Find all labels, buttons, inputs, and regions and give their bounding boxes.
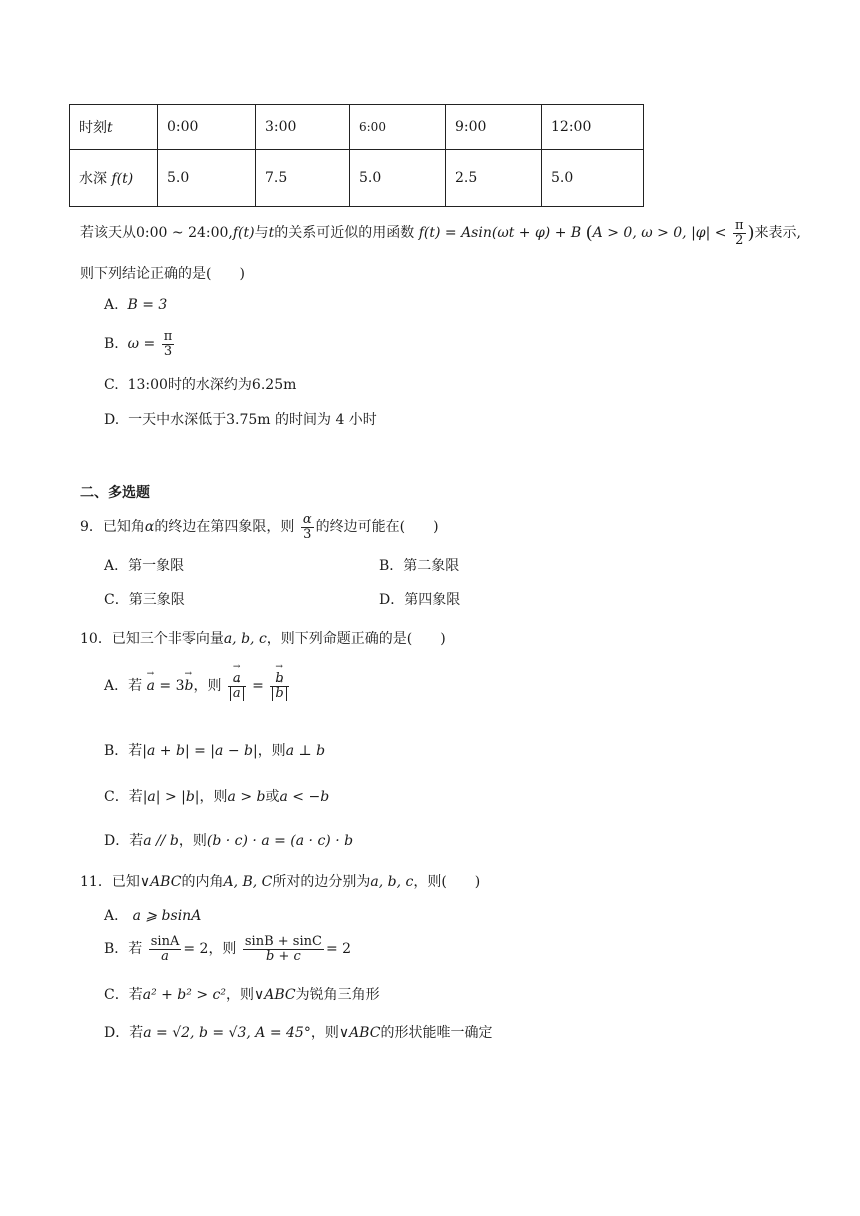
q9-stem: 9．已知角α的终边在第四象限，则 $\frac{\alpha}{3}$ 的终边可能在( ) xyxy=(80,512,439,542)
q11-stem: 11．已知∨ABC的内角A, B, C所对的边分别为a, b, c，则( ) xyxy=(80,874,481,890)
tide-table xyxy=(69,104,644,207)
table-cell: 5.0 xyxy=(158,150,256,207)
table-row xyxy=(70,150,644,207)
table-cell: 0:00 xyxy=(158,105,256,150)
q8-option-d: D. 一天中水深低于3.75m 的时间为 4 小时 xyxy=(104,412,377,428)
q10-stem: 10．已知三个非零向量a, b, c，则下列命题正确的是( ) xyxy=(80,631,446,647)
q9-option-b: B．第二象限 xyxy=(379,558,460,574)
q10-option-c: C．若|a| > |b|，则a > b或a < −b xyxy=(104,789,330,805)
table-cell: 5.0 xyxy=(542,150,644,207)
q10-option-d: D．若a // b，则(b · c) · a = (a · c) · b xyxy=(104,833,354,849)
q9-option-a: A．第一象限 xyxy=(104,558,185,574)
q11-option-c: C．若a² + b² > c²，则∨ABC为锐角三角形 xyxy=(104,987,380,1003)
q9-option-d: D．第四象限 xyxy=(379,592,461,608)
q8-stem-line2: 则下列结论正确的是( ) xyxy=(80,266,245,282)
table-row xyxy=(70,105,644,150)
table-cell: 12:00 xyxy=(542,105,644,150)
table-cell: 2.5 xyxy=(446,150,542,207)
table-cell: 时刻t xyxy=(70,105,158,150)
q11-option-a: A． a ⩾ bsinA xyxy=(104,908,202,924)
table-cell: 水深 f(t) xyxy=(70,150,158,207)
table-cell: 9:00 xyxy=(446,105,542,150)
section-title: 二、多选题 xyxy=(80,485,150,501)
q8-option-b: B. ω = $\frac{\pi}{3}$ xyxy=(104,329,173,359)
table-cell: 3:00 xyxy=(256,105,350,150)
table-cell: 5.0 xyxy=(350,150,446,207)
q11-option-b: B．若 $\frac{\sin A}{a}$ = 2，则 $\frac{\sin B + \sin C}{b + c}$ = 2 xyxy=(104,934,352,964)
q11-option-d: D．若a = √2, b = √3, A = 45°，则∨ABC的形状能唯一确定 xyxy=(104,1025,493,1041)
q8-option-c: C. 13:00时的水深约为6.25m xyxy=(104,377,297,393)
q8-stem-line1: 若该天从0:00 ~ 24:00,f(t)与t的关系可近似的用函数 f(t) = Asin(ωt + φ) + B (A > 0, ω > 0, |φ| < $\frac{\pi}{2}$ )来表示, xyxy=(80,218,801,248)
q10-option-a: A．若 → a = 3→ b，则 → a → a = → b → b xyxy=(104,672,291,700)
q9-option-c: C．第三象限 xyxy=(104,592,185,608)
q8-option-a: A. B = 3 xyxy=(104,297,168,313)
table-cell: 7.5 xyxy=(256,150,350,207)
q10-option-b: B．若|a + b| = |a − b|，则a ⊥ b xyxy=(104,743,326,759)
table-cell: 6:00 xyxy=(350,105,446,150)
